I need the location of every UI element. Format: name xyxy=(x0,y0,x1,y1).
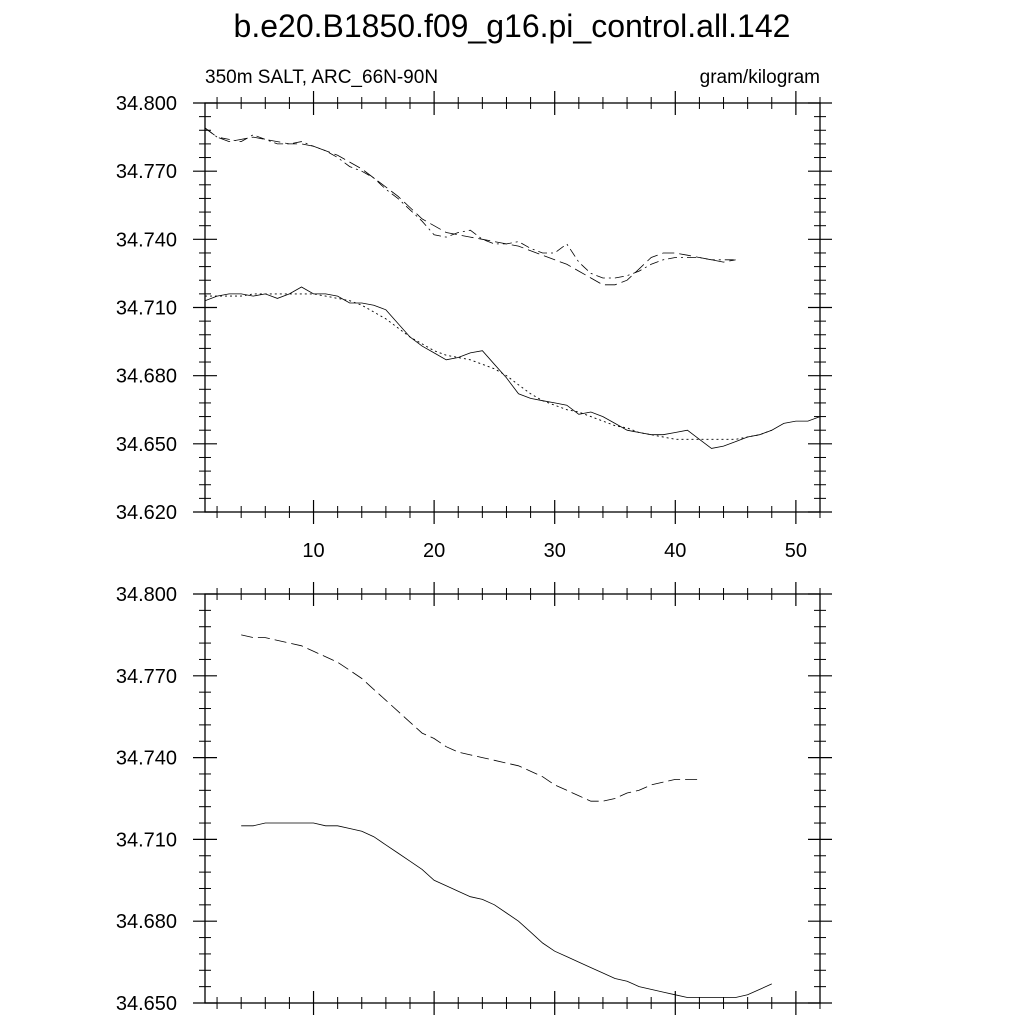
series-line-dotted xyxy=(205,294,772,439)
x-tick-label: 30 xyxy=(543,540,566,562)
x-tick-label: 50 xyxy=(784,540,808,562)
series-line-solid xyxy=(205,287,820,448)
series-line-long-dash xyxy=(241,635,699,801)
subtitle-left: 350m SALT, ARC_66N-90N xyxy=(205,67,439,88)
y-tick-label: 34.710 xyxy=(115,829,177,852)
y-tick-label: 34.740 xyxy=(115,747,177,770)
y-tick-label: 34.800 xyxy=(115,584,177,606)
y-tick-label: 34.680 xyxy=(115,365,177,388)
y-tick-label: 34.680 xyxy=(115,911,177,934)
plot-panel-1 xyxy=(116,91,832,562)
y-tick-label: 34.650 xyxy=(115,993,177,1015)
y-tick-label: 34.620 xyxy=(115,502,177,524)
series-line-solid xyxy=(241,823,772,998)
y-tick-label: 34.710 xyxy=(115,297,177,320)
x-tick-label: 40 xyxy=(664,540,687,562)
x-tick-label: 10 xyxy=(302,540,325,562)
y-tick-label: 34.770 xyxy=(115,161,177,184)
y-tick-label: 34.800 xyxy=(115,93,177,115)
y-tick-label: 34.740 xyxy=(115,229,177,252)
plot-frame xyxy=(205,103,820,512)
plot-frame xyxy=(205,594,820,1003)
plot-panel-2 xyxy=(116,582,832,1015)
series-line-long-dash xyxy=(205,128,736,285)
x-tick-label: 20 xyxy=(422,540,446,562)
chart-title: b.e20.B1850.f09_g16.pi_control.all.142 xyxy=(233,8,791,44)
subtitle-right: gram/kilogram xyxy=(699,67,820,88)
y-tick-label: 34.770 xyxy=(115,665,177,688)
y-tick-label: 34.650 xyxy=(115,433,177,456)
